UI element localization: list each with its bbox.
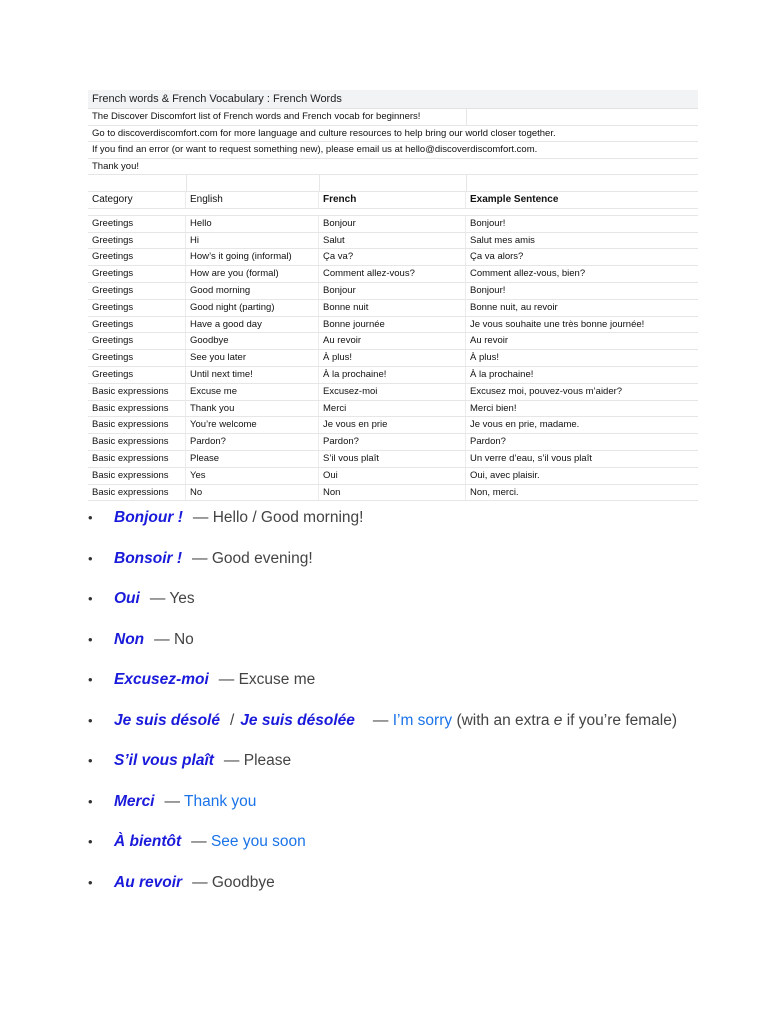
- translation: Please: [243, 752, 292, 769]
- table-row: [88, 266, 698, 283]
- cell-category: Basic expressions: [88, 401, 186, 417]
- bullet: •: [88, 793, 93, 809]
- table-row: [88, 333, 698, 350]
- table-row: [88, 468, 698, 485]
- cell-english: Goodbye: [186, 333, 319, 349]
- cell-english: Good night (parting): [186, 300, 319, 316]
- cell-french: Bonne journée: [319, 317, 466, 333]
- cell-french: Comment allez-vous?: [319, 266, 466, 282]
- cell-french: Oui: [319, 468, 466, 484]
- table-row: [88, 417, 698, 434]
- translation: Yes: [169, 590, 195, 607]
- cell-english: Yes: [186, 468, 319, 484]
- translation-link[interactable]: See you soon: [210, 833, 306, 850]
- cell-french: Au revoir: [319, 333, 466, 349]
- sheet-note: The Discover Discomfort list of French words and French vocab for beginners!: [88, 109, 698, 126]
- cell-example: Non, merci.: [470, 486, 519, 498]
- cell-category: Basic expressions: [88, 384, 186, 400]
- list-item: • Au revoir — Goodbye: [88, 873, 275, 891]
- cell-category: Greetings: [88, 350, 186, 366]
- cell-category: Greetings: [88, 317, 186, 333]
- cell-english: Good morning: [186, 283, 319, 299]
- cell-example: Bonne nuit, au revoir: [470, 301, 558, 313]
- cell-english: See you later: [186, 350, 319, 366]
- cell-category: Greetings: [88, 333, 186, 349]
- vocabulary-spreadsheet-image: [88, 90, 698, 498]
- table-row: [88, 216, 698, 233]
- cell-english: Hello: [186, 216, 319, 232]
- french-phrase: Bonsoir !: [114, 549, 183, 567]
- table-row: [88, 283, 698, 300]
- cell-english: Thank you: [186, 401, 319, 417]
- translation: Goodbye: [211, 873, 275, 891]
- bullet: •: [88, 591, 93, 606]
- translation: Good evening!: [211, 549, 313, 567]
- cell-french: Bonne nuit: [319, 300, 466, 316]
- cell-english: How’s it going (informal): [186, 249, 319, 265]
- cell-category: Basic expressions: [88, 451, 186, 467]
- bullet: •: [88, 631, 93, 647]
- french-phrase: Au revoir: [114, 873, 183, 891]
- cell-example: Salut mes amis: [470, 234, 535, 246]
- list-item: • Bonsoir ! — Good evening!: [88, 549, 313, 567]
- cell-example: Au revoir: [470, 335, 509, 347]
- list-item: • Je suis désolé / Je suis désolée — I’m sorry (with an extra e if you’re female): [88, 711, 677, 729]
- cell-french: Je vous en prie: [319, 417, 466, 433]
- cell-french: À la prochaine!: [319, 367, 466, 383]
- bullet: •: [88, 874, 93, 890]
- cell-example: Comment allez-vous, bien?: [470, 268, 586, 280]
- cell-example: Oui, avec plaisir.: [470, 469, 540, 481]
- cell-example: À plus!: [470, 352, 500, 364]
- cell-french: Salut: [319, 233, 466, 249]
- bullet: •: [88, 834, 93, 849]
- cell-category: Basic expressions: [88, 468, 186, 484]
- cell-french: S’il vous plaît: [319, 451, 466, 467]
- cell-french: Bonjour: [319, 283, 466, 299]
- list-item: • Merci — Thank you: [88, 792, 257, 810]
- sheet-note: Thank you!: [88, 159, 698, 176]
- sheet-title: French words & French Vocabulary : French Words: [88, 90, 698, 109]
- cell-category: Basic expressions: [88, 434, 186, 450]
- cell-english: No: [186, 485, 319, 501]
- table-row: [88, 401, 698, 418]
- table-row: [88, 249, 698, 266]
- cell-example: Excusez moi, pouvez-vous m’aider?: [470, 385, 623, 397]
- cell-french: Bonjour: [319, 216, 466, 232]
- sheet-note: If you find an error (or want to request something new), please email us at hello@discoverdiscomfort.com.: [88, 142, 698, 159]
- translation-link[interactable]: I’m sorry: [392, 711, 453, 729]
- phrase-list: [86, 508, 714, 913]
- bullet: •: [88, 753, 93, 768]
- cell-category: Greetings: [88, 233, 186, 249]
- list-item: • Excusez-moi — Excuse me: [88, 671, 316, 688]
- cell-english: Have a good day: [186, 317, 319, 333]
- cell-french: Ça va?: [319, 249, 466, 265]
- translation-note-letter: e: [553, 711, 563, 729]
- cell-english: Please: [186, 451, 319, 467]
- header-category: Category: [88, 192, 186, 208]
- cell-example: Bonjour!: [470, 217, 506, 229]
- list-item: • Bonjour ! — Hello / Good morning!: [88, 509, 364, 526]
- table-row: [88, 300, 698, 317]
- cell-category: Basic expressions: [88, 485, 186, 501]
- french-phrase: À bientôt: [114, 833, 182, 850]
- cell-english: Pardon?: [186, 434, 319, 450]
- table-row: [88, 434, 698, 451]
- cell-example: Pardon?: [470, 436, 506, 448]
- header-french: French: [319, 192, 466, 208]
- table-row: [88, 233, 698, 250]
- cell-english: You’re welcome: [186, 417, 319, 433]
- french-phrase: Oui: [114, 590, 140, 607]
- header-example: Example Sentence: [470, 194, 559, 205]
- cell-category: Basic expressions: [88, 417, 186, 433]
- translation: Excuse me: [238, 671, 316, 688]
- sheet-empty-row: [88, 175, 698, 192]
- list-item: • Oui — Yes: [88, 590, 195, 607]
- cell-english: Excuse me: [186, 384, 319, 400]
- french-phrase: Bonjour !: [114, 509, 183, 526]
- table-row: [88, 384, 698, 401]
- sheet-header-row: [88, 192, 698, 209]
- translation: No: [173, 630, 194, 648]
- sheet-note: Go to discoverdiscomfort.com for more language and culture resources to help bring our world closer together.: [88, 126, 698, 143]
- cell-category: Greetings: [88, 300, 186, 316]
- cell-french: À plus!: [319, 350, 466, 366]
- cell-example: Merci bien!: [470, 402, 517, 414]
- table-row: [88, 451, 698, 468]
- cell-english: How are you (formal): [186, 266, 319, 282]
- cell-french: Merci: [319, 401, 466, 417]
- sheet-spacer: [88, 209, 698, 216]
- cell-category: Greetings: [88, 367, 186, 383]
- bullet: •: [88, 672, 93, 687]
- cell-french: Excusez-moi: [319, 384, 466, 400]
- translation-note: if you’re female): [566, 711, 677, 729]
- table-row: [88, 350, 698, 367]
- cell-french: Pardon?: [319, 434, 466, 450]
- cell-category: Greetings: [88, 249, 186, 265]
- bullet: •: [88, 550, 93, 566]
- french-phrase: Je suis désolé: [114, 711, 220, 729]
- table-row: [88, 367, 698, 384]
- list-item: • Non — No: [88, 630, 194, 648]
- french-phrase: Merci: [114, 792, 155, 810]
- cell-category: Greetings: [88, 283, 186, 299]
- bullet: •: [88, 510, 93, 525]
- cell-category: Greetings: [88, 216, 186, 232]
- french-phrase: Non: [114, 630, 145, 648]
- translation-note: (with an extra: [456, 711, 550, 729]
- cell-example: Un verre d’eau, s’il vous plaît: [470, 452, 592, 464]
- french-phrase: S’il vous plaît: [114, 752, 214, 769]
- french-phrase-feminine: Je suis désolée: [240, 711, 355, 729]
- translation-link[interactable]: Thank you: [184, 792, 257, 810]
- table-row: [88, 317, 698, 334]
- french-phrase: Excusez-moi: [114, 671, 209, 688]
- cell-french: Non: [319, 485, 466, 501]
- cell-english: Hi: [186, 233, 319, 249]
- cell-english: Until next time!: [186, 367, 319, 383]
- cell-example: Ça va alors?: [470, 251, 524, 263]
- table-row: [88, 485, 698, 502]
- cell-example: À la prochaine!: [470, 368, 534, 380]
- cell-category: Greetings: [88, 266, 186, 282]
- list-item: • S’il vous plaît — Please: [88, 752, 292, 769]
- header-english: English: [186, 192, 319, 208]
- translation: Hello / Good morning!: [212, 509, 364, 526]
- bullet: •: [88, 712, 93, 728]
- cell-example: Je vous souhaite une très bonne journée!: [470, 318, 645, 330]
- list-item: • À bientôt — See you soon: [88, 833, 306, 850]
- cell-example: Je vous en prie, madame.: [470, 419, 580, 431]
- sheet-rows: [88, 216, 698, 502]
- cell-example: Bonjour!: [470, 284, 506, 296]
